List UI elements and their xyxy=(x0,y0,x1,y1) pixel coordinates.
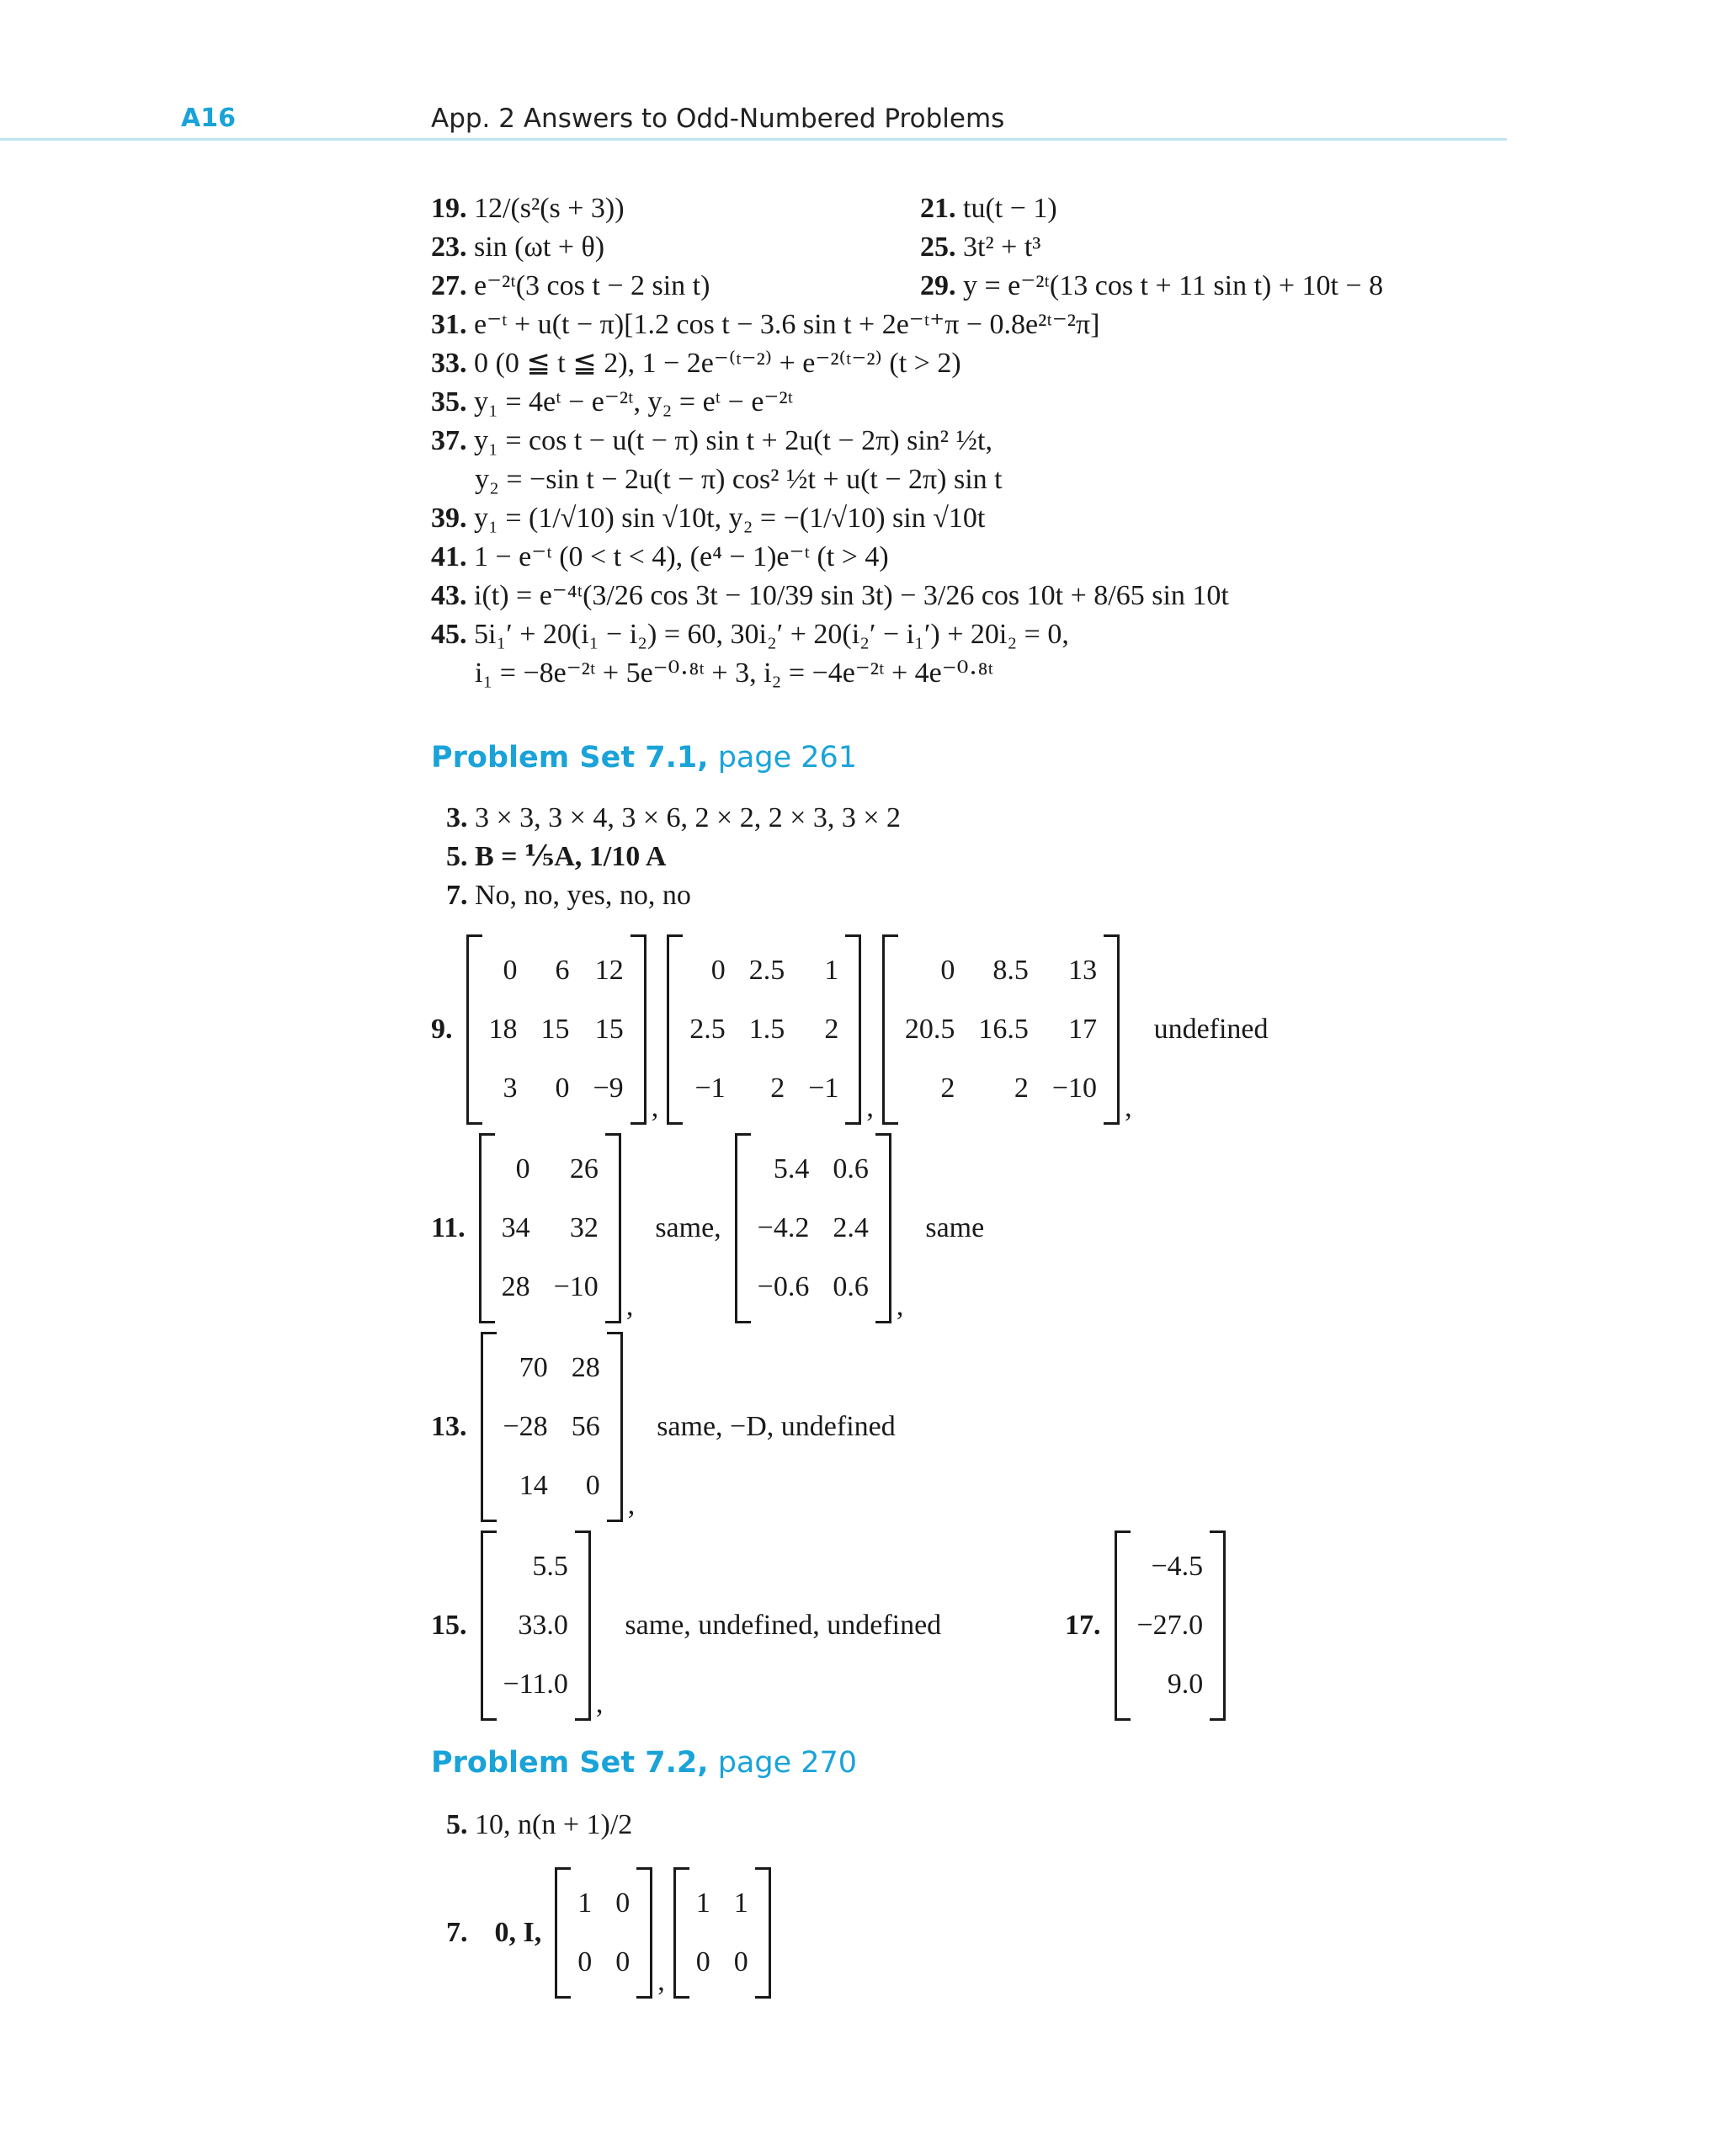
answer-7-2-5: 5. 10, n(n + 1)/2 xyxy=(446,1809,633,1840)
answer-45-cont: i₁ = −8e⁻²ᵗ + 5e⁻⁰·⁸ᵗ + 3, i₂ = −4e⁻²ᵗ + 4e⁻⁰·⁸ᵗ xyxy=(475,657,994,689)
answer-37: 37. y₁ = cos t − u(t − π) sin t + 2u(t − 2π) sin² ½t, xyxy=(431,425,992,456)
matrix-13: 70 28 −28 56 14 0 xyxy=(481,1332,623,1522)
answer-41: 41. 1 − e⁻ᵗ (0 < t < 4), (e⁴ − 1)e⁻ᵗ (t > 4) xyxy=(431,541,889,572)
answer-37-cont: y₂ = −sin t − 2u(t − π) cos² ½t + u(t − 2π) sin t xyxy=(475,464,1003,495)
answer-33: 33. 0 (0 ≦ t ≦ 2), 1 − 2e⁻⁽ᵗ⁻²⁾ + e⁻²⁽ᵗ⁻²⁾ (t > 2) xyxy=(431,348,961,379)
matrix-11b: 5.4 0.6 −4.2 2.4 −0.6 0.6 xyxy=(735,1133,891,1323)
answer-21: 21. tu(t − 1) xyxy=(920,193,1057,224)
answer-7-1-17: 17. −4.5 −27.0 9.0 xyxy=(1065,1530,1226,1721)
answer-7-1-5: 5. B = ⅕A, 1/10 A xyxy=(446,841,667,872)
answer-19: 19. 12/(s²(s + 3)) xyxy=(431,193,625,224)
answer-31: 31. e⁻ᵗ + u(t − π)[1.2 cos t − 3.6 sin t + 2e⁻ᵗ⁺π − 0.8e²ᵗ⁻²π] xyxy=(431,309,1100,340)
answer-23: 23. sin (ωt + θ) xyxy=(431,232,605,263)
answer-7-1-7: 7. No, no, yes, no, no xyxy=(446,880,691,911)
matrix-9b: 0 2.5 1 2.5 1.5 2 −1 2 −1 xyxy=(667,934,861,1125)
answer-39: 39. y₁ = (1/√10) sin √10t, y₂ = −(1/√10) sin √10t xyxy=(431,503,986,534)
matrix-7a: 1 0 0 0 xyxy=(555,1867,652,1999)
answer-45: 45. 5i₁′ + 20(i₁ − i₂) = 60, 30i₂′ + 20(i₂′ − i₁′) + 20i₂ = 0, xyxy=(431,619,1069,650)
header-rule xyxy=(0,138,1507,141)
matrix-9c: 0 8.5 13 20.5 16.5 17 2 2 −10 xyxy=(882,934,1120,1125)
section-heading-7-2: Problem Set 7.2, page 270 xyxy=(431,1746,858,1780)
answer-7-2-7: 7. 0, I, 1 0 0 0 , 1 1 0 0 xyxy=(446,1867,771,1999)
answer-7-1-9: 9. 0 6 12 18 15 15 3 0 −9 , 0 2.5 1 2.5 1.5 2 −1 2 −1 , 0 8.5 13 20.5 16.5 17 2 2 −10 , undefined xyxy=(431,934,1282,1125)
matrix-9a: 0 6 12 18 15 15 3 0 −9 xyxy=(466,934,646,1125)
matrix-7b: 1 1 0 0 xyxy=(673,1867,771,1999)
answer-7-1-3: 3. 3 × 3, 3 × 4, 3 × 6, 2 × 2, 2 × 3, 3 × 2 xyxy=(446,802,902,833)
matrix-15: 5.5 33.0 −11.0 xyxy=(481,1530,591,1721)
answer-35: 35. y₁ = 4eᵗ − e⁻²ᵗ, y₂ = eᵗ − e⁻²ᵗ xyxy=(431,386,794,418)
answer-7-1-13: 13. 70 28 −28 56 14 0 , same, −D, undefined xyxy=(431,1332,909,1522)
page-number: A16 xyxy=(181,104,236,133)
answer-25: 25. 3t² + t³ xyxy=(920,232,1041,263)
answer-29: 29. y = e⁻²ᵗ(13 cos t + 11 sin t) + 10t − 8 xyxy=(920,270,1384,301)
answer-27: 27. e⁻²ᵗ(3 cos t − 2 sin t) xyxy=(431,270,710,301)
answer-7-1-15: 15. 5.5 33.0 −11.0 , same, undefined, undefined xyxy=(431,1530,955,1721)
matrix-11a: 0 26 34 32 28 −10 xyxy=(479,1133,621,1323)
answer-43: 43. i(t) = e⁻⁴ᵗ(3/26 cos 3t − 10/39 sin 3t) − 3/26 cos 10t + 8/65 sin 10t xyxy=(431,580,1229,611)
answer-7-1-11: 11. 0 26 34 32 28 −10 , same, 5.4 0.6 −4.2 2.4 −0.6 0.6 , same xyxy=(431,1133,998,1323)
section-heading-7-1: Problem Set 7.1, page 261 xyxy=(431,741,858,775)
matrix-17: −4.5 −27.0 9.0 xyxy=(1115,1530,1226,1721)
running-header: App. 2 Answers to Odd-Numbered Problems xyxy=(431,104,1005,134)
